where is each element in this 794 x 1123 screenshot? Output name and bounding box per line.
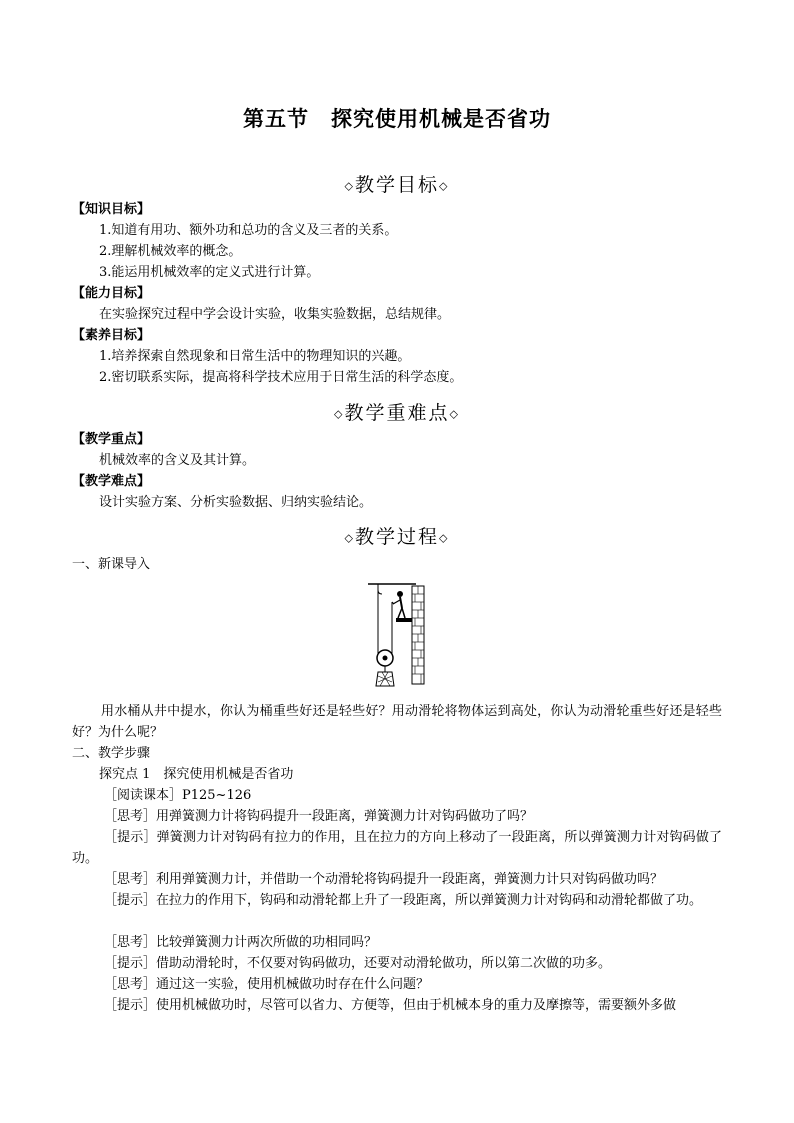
diamond-icon: ◇ [334,407,345,421]
intro-heading: 一、新课导入 [72,557,151,572]
think-1: ［思考］用弹簧测力计将钩码提升一段距离，弹簧测力计对钩码做功了吗？ [104,809,534,824]
think-2: ［思考］利用弹簧测力计，并借助一个动滑轮将钩码提升一段距离，弹簧测力计只对钩码做功吗？ [104,872,664,887]
literacy-goal-heading: 【素养目标】 [72,328,151,343]
knowledge-goal-3: 3.能运用机械效率的定义式进行计算。 [99,265,320,280]
read-textbook: ［阅读课本］P125~126 [104,788,252,803]
teaching-difficulty: 设计实验方案、分析实验数据、归纳实验结论。 [99,495,373,510]
teaching-focus: 机械效率的含义及其计算。 [99,453,256,468]
diamond-icon: ◇ [344,179,355,193]
teaching-focus-heading: 【教学重点】 [72,432,151,447]
literacy-goal-2: 2.密切联系实际，提高将科学技术应用于日常生活的科学态度。 [99,370,463,385]
steps-heading: 二、教学步骤 [72,746,151,761]
knowledge-goal-2: 2.理解机械效率的概念。 [99,244,242,259]
ability-goal-heading: 【能力目标】 [72,286,151,301]
hint-1: ［提示］弹簧测力计对钩码有拉力的作用，且在拉力的方向上移动了一段距离，所以弹簧测力计对钩码做了功。 [72,830,722,866]
diamond-icon: ◇ [344,531,355,545]
explore-point-1: 探究点 1 探究使用机械是否省功 [99,767,294,782]
think-4: ［思考］通过这一实验，使用机械做功时存在什么问题？ [104,977,430,992]
intro-paragraph: 用水桶从井中提水，你认为桶重些好还是轻些好？用动滑轮将物体运到高处，你认为动滑轮重些好还是轻些好？为什么呢？ [72,704,722,740]
ability-goal: 在实验探究过程中学会设计实验，收集实验数据，总结规律。 [99,307,451,322]
think-3: ［思考］比较弹簧测力计两次所做的功相同吗？ [104,935,378,950]
teaching-difficulty-heading: 【教学难点】 [72,474,151,489]
diamond-icon: ◇ [449,407,460,421]
literacy-goal-1: 1.培养探索自然现象和日常生活中的物理知识的兴趣。 [99,349,411,364]
pulley-illustration [360,580,432,692]
hint-4: ［提示］使用机械做功时，尽管可以省力、方便等，但由于机械本身的重力及摩擦等，需要额外多做 [104,998,677,1013]
diamond-icon: ◇ [439,179,450,193]
knowledge-goal-heading: 【知识目标】 [72,202,151,217]
page-title: 第五节 探究使用机械是否省功 [243,107,551,131]
knowledge-goal-1: 1.知道有用功、额外功和总功的含义及三者的关系。 [99,223,398,238]
hint-2: ［提示］在拉力的作用下，钩码和动滑轮都上升了一段距离，所以弹簧测力计对钩码和动滑轮都做了功。 [104,893,703,908]
section-heading-process: ◇教学过程◇ [344,526,450,548]
diamond-icon: ◇ [439,531,450,545]
section-heading-key-points: ◇教学重难点◇ [334,402,460,424]
section-heading-goals: ◇教学目标◇ [344,174,450,196]
hint-3: ［提示］借助动滑轮时，不仅要对钩码做功，还要对动滑轮做功，所以第二次做的功多。 [104,956,612,971]
